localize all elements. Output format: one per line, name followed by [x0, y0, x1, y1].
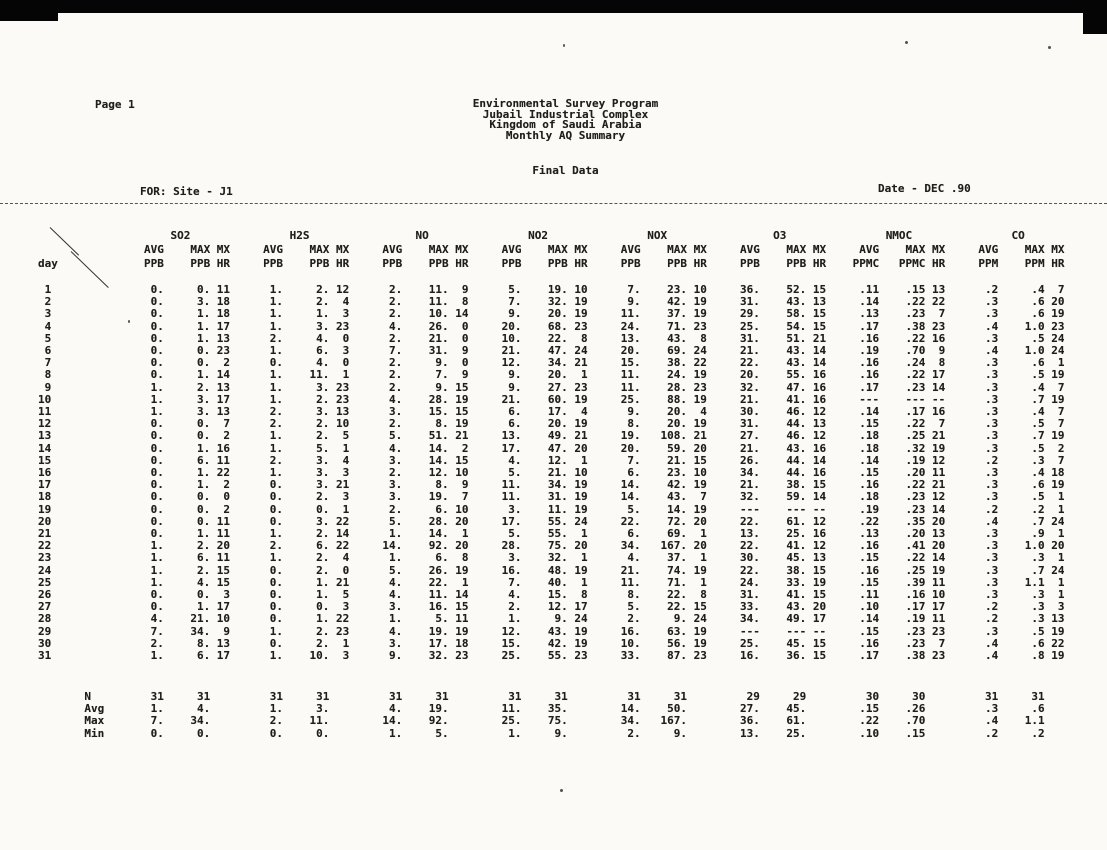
table-row: 10 1. 3. 17 1. 2. 23 4. 28. 19 21. 60. 19 25. 88. 19 21. 41. 16 --- --- -- .3 .7 19: [38, 392, 1065, 406]
table-row: 24 1. 2. 15 0. 2. 0 5. 26. 19 16. 48. 19 21. 74. 19 22. 38. 15 .16 .25 19 .3 .7 24: [38, 563, 1065, 577]
table-row: 30 2. 8. 13 0. 2. 1 3. 17. 18 15. 42. 19 10. 56. 19 25. 45. 15 .16 .23 7 .4 .6 22: [38, 636, 1065, 650]
column-units-row: day PPB PPB HR PPB PPB HR PPB PPB HR PPB PPB HR PPB PPB HR PPB PPB HR PPMC PPMC HR PPM PPM HR: [38, 257, 1065, 270]
scan-speck: [905, 41, 908, 44]
scan-speck: [563, 44, 565, 47]
table-row: 14 0. 1. 16 1. 5. 1 4. 14. 2 17. 47. 20 20. 59. 20 21. 43. 16 .18 .32 19 .3 .5 2: [38, 441, 1065, 455]
table-row: 27 0. 1. 17 0. 0. 3 3. 16. 15 2. 12. 17 5. 22. 15 33. 43. 20 .10 .17 17 .2 .3 3: [38, 600, 1065, 614]
report-title-line: Jubail Industrial Complex: [482, 107, 649, 121]
table-row: 19 0. 0. 2 0. 0. 1 2. 6. 10 3. 11. 19 5. 14. 19 --- --- -- .19 .23 14 .2 .2 1: [38, 502, 1065, 516]
final-data-label: Final Data: [532, 164, 599, 177]
table-row: 7 0. 0. 2 0. 4. 0 2. 9. 0 12. 34. 21 15. 38. 22 22. 43. 14 .16 .24 8 .3 .6 1: [38, 356, 1065, 370]
table-row: 4 0. 1. 17 1. 3. 23 4. 26. 0 20. 68. 23 24. 71. 23 25. 54. 15 .17 .38 23 .4 1.0 23: [38, 319, 1065, 333]
table-row: 26 0. 0. 3 0. 1. 5 4. 11. 14 4. 15. 8 8. 22. 8 31. 41. 15 .11 .16 10 .3 .3 1: [38, 588, 1065, 602]
scan-edge-top-right: [1083, 0, 1107, 34]
summary-row: N 31 31 31 31 31 31 31 31 31 31 29 29 30 30 31 31: [38, 690, 1065, 703]
table-row: 23 1. 6. 11 1. 2. 4 1. 6. 8 3. 32. 1 4. 37. 1 30. 45. 13 .15 .22 14 .3 .3 1: [38, 551, 1065, 565]
aq-table-body: [38, 284, 1065, 662]
report-title-line: Environmental Survey Program: [472, 97, 659, 110]
scan-edge-top: [0, 0, 1107, 13]
table-row: 13 0. 0. 2 1. 2. 5 5. 51. 21 13. 49. 21 19. 108. 21 27. 46. 12 .18 .25 21 .3 .7 19: [38, 429, 1065, 443]
scan-speck: [560, 789, 563, 792]
table-row: 12 0. 0. 7 2. 2. 10 2. 8. 19 6. 20. 19 8. 20. 19 31. 44. 13 .15 .22 7 .3 .5 7: [38, 417, 1065, 431]
aq-table-header: [38, 229, 1065, 271]
summary-row: Max 7. 34. 2. 11. 14. 92. 25. 75. 34. 167. 36. 61. .22 .70 .4 1.1: [38, 714, 1065, 728]
aq-table-summary: [38, 691, 1065, 740]
table-row: 1 0. 0. 11 1. 2. 12 2. 11. 9 5. 19. 10 7. 23. 10 36. 52. 15 .11 .15 13 .2 .4 7: [38, 283, 1065, 296]
table-row: 28 4. 21. 10 0. 1. 22 1. 5. 11 1. 9. 24 2. 9. 24 34. 49. 17 .14 .19 11 .2 .3 13: [38, 612, 1065, 626]
scan-speck: [1048, 46, 1051, 49]
table-row: 29 7. 34. 9 1. 2. 23 4. 19. 19 12. 43. 19 16. 63. 19 --- --- -- .15 .23 23 .3 .5 19: [38, 624, 1065, 638]
report-title-line: Kingdom of Saudi Arabia: [489, 118, 642, 131]
report-title-line: Monthly AQ Summary: [505, 128, 626, 142]
table-row: 3 0. 1. 18 1. 1. 3 2. 10. 14 9. 20. 19 11. 37. 19 29. 58. 15 .13 .23 7 .3 .6 19: [38, 307, 1065, 321]
summary-row: Avg 1. 4. 1. 3. 4. 19. 11. 35. 14. 50. 27. 45. .15 .26 .3 .6: [38, 702, 1065, 716]
table-row: 9 1. 2. 13 1. 3. 23 2. 9. 15 9. 27. 23 11. 28. 23 32. 47. 16 .17 .23 14 .3 .4 7: [38, 380, 1065, 394]
page-number-label: Page 1: [95, 98, 135, 111]
date-label: Date - DEC .90: [878, 182, 971, 195]
table-row: 6 0. 0. 23 1. 6. 3 7. 31. 9 21. 47. 24 20. 69. 24 21. 43. 14 .19 .70 9 .4 1.0 24: [38, 344, 1065, 358]
column-group-names-row: SO2 H2S NO NO2 NOX O3 NMOC CO: [38, 229, 1065, 242]
table-row: 21 0. 1. 11 1. 2. 14 1. 14. 1 5. 55. 1 6. 69. 1 13. 25. 16 .13 .20 13 .3 .9 1: [38, 527, 1065, 541]
table-row: 31 1. 6. 17 1. 10. 3 9. 32. 23 25. 55. 23 33. 87. 23 16. 36. 15 .17 .38 23 .4 .8 19: [38, 649, 1065, 663]
table-row: 25 1. 4. 15 0. 1. 21 4. 22. 1 7. 40. 1 11. 71. 1 24. 33. 19 .15 .39 11 .3 1.1 1: [38, 575, 1065, 589]
table-row: 20 0. 0. 11 0. 3. 22 5. 28. 20 17. 55. 24 22. 72. 20 22. 61. 12 .22 .35 20 .4 .7 24: [38, 514, 1065, 528]
table-row: 16 0. 1. 22 1. 3. 3 2. 12. 10 5. 21. 10 6. 23. 10 34. 44. 16 .15 .20 11 .3 .4 18: [38, 466, 1065, 480]
table-row: 22 1. 2. 20 2. 6. 22 14. 92. 20 28. 75. 20 34. 167. 20 22. 41. 12 .16 .41 20 .3 1.0 20: [38, 539, 1065, 553]
site-label: FOR: Site - J1: [140, 185, 233, 198]
column-subheader-row: AVG MAX MX AVG MAX MX AVG MAX MX AVG MAX MX AVG MAX MX AVG MAX MX AVG MAX MX AVG MAX MX: [38, 243, 1065, 256]
table-row: 8 0. 1. 14 1. 11. 1 2. 7. 9 9. 20. 1 11. 24. 19 20. 55. 16 .16 .22 17 .3 .5 19: [38, 368, 1065, 382]
table-row: 15 0. 6. 11 2. 3. 4 3. 14. 15 4. 12. 1 7. 21. 15 26. 44. 14 .14 .19 12 .2 .3 7: [38, 453, 1065, 467]
table-row: 11 1. 3. 13 2. 3. 13 3. 15. 15 6. 17. 4 9. 20. 4 30. 46. 12 .14 .17 16 .3 .4 7: [38, 405, 1065, 419]
header-divider-dashed-line: [0, 203, 1107, 204]
report-title-block: [24, 99, 1107, 141]
table-row: 2 0. 3. 18 1. 2. 4 2. 11. 8 7. 32. 19 9. 42. 19 31. 43. 13 .14 .22 22 .3 .6 20: [38, 295, 1065, 309]
summary-row: Min 0. 0. 0. 0. 1. 5. 1. 9. 2. 9. 13. 25. .10 .15 .2 .2: [38, 726, 1065, 740]
scan-edge-top-left: [0, 0, 58, 21]
table-row: 17 0. 1. 2 0. 3. 21 3. 8. 9 11. 34. 19 14. 42. 19 21. 38. 15 .16 .22 21 .3 .6 19: [38, 478, 1065, 492]
table-row: 18 0. 0. 0 0. 2. 3 3. 19. 7 11. 31. 19 14. 43. 7 32. 59. 14 .18 .23 12 .3 .5 1: [38, 490, 1065, 504]
table-row: 5 0. 1. 13 2. 4. 0 2. 21. 0 10. 22. 8 13. 43. 8 31. 51. 21 .16 .22 16 .3 .5 24: [38, 331, 1065, 345]
